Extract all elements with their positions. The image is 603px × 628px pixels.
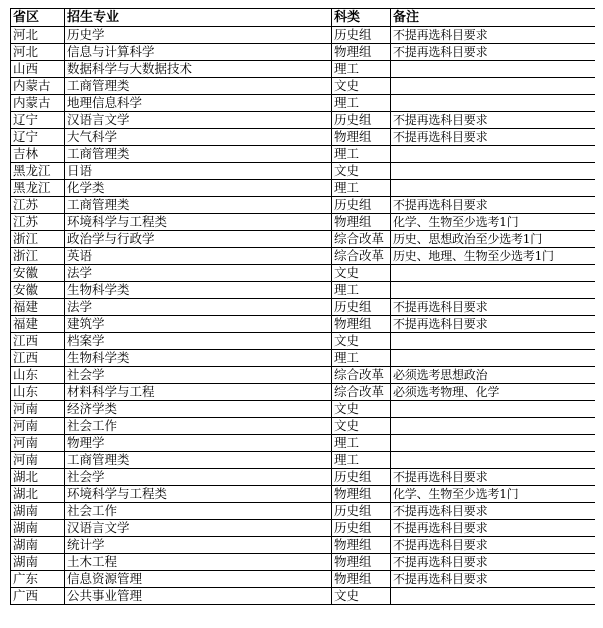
cell-province: 广东 (11, 571, 65, 588)
cell-province: 河南 (11, 435, 65, 452)
cell-province: 河南 (11, 452, 65, 469)
cell-province: 黑龙江 (11, 180, 65, 197)
cell-province: 河北 (11, 27, 65, 44)
table-row (11, 95, 596, 112)
cell-category: 历史组 (332, 469, 391, 486)
cell-remarks: 不提再选科目要求 (391, 316, 596, 333)
cell-remarks (391, 282, 596, 299)
cell-remarks (391, 78, 596, 95)
table-row (11, 384, 596, 401)
cell-category: 历史组 (332, 197, 391, 214)
cell-province: 吉林 (11, 146, 65, 163)
cell-category: 物理组 (332, 571, 391, 588)
cell-category: 历史组 (332, 520, 391, 537)
table-row (11, 350, 596, 367)
cell-province: 辽宁 (11, 129, 65, 146)
cell-province: 湖北 (11, 486, 65, 503)
table-row (11, 78, 596, 95)
cell-remarks (391, 95, 596, 112)
cell-province: 安徽 (11, 265, 65, 282)
table-row (11, 180, 596, 197)
header-province: 省区 (11, 9, 65, 27)
cell-remarks: 不提再选科目要求 (391, 112, 596, 129)
table-row (11, 265, 596, 282)
cell-remarks: 不提再选科目要求 (391, 129, 596, 146)
cell-major: 历史学 (65, 27, 332, 44)
cell-major: 社会工作 (65, 503, 332, 520)
cell-province: 山东 (11, 367, 65, 384)
cell-remarks: 不提再选科目要求 (391, 571, 596, 588)
cell-province: 福建 (11, 316, 65, 333)
cell-category: 理工 (332, 180, 391, 197)
table-row (11, 282, 596, 299)
table-body (11, 27, 596, 605)
cell-remarks: 不提再选科目要求 (391, 44, 596, 61)
table-row (11, 486, 596, 503)
cell-category: 物理组 (332, 44, 391, 61)
cell-category: 历史组 (332, 112, 391, 129)
table-row (11, 61, 596, 78)
table-row (11, 469, 596, 486)
cell-major: 工商管理类 (65, 452, 332, 469)
table-row (11, 299, 596, 316)
admission-majors-table (10, 8, 595, 605)
cell-remarks (391, 588, 596, 605)
cell-major: 材料科学与工程 (65, 384, 332, 401)
cell-category: 历史组 (332, 503, 391, 520)
table-row (11, 112, 596, 129)
table-header-row (11, 9, 596, 27)
cell-remarks (391, 350, 596, 367)
header-remarks: 备注 (391, 9, 596, 27)
cell-province: 河北 (11, 44, 65, 61)
cell-province: 黑龙江 (11, 163, 65, 180)
cell-remarks: 历史、思想政治至少选考1门 (391, 231, 596, 248)
cell-major: 生物科学类 (65, 350, 332, 367)
cell-category: 文史 (332, 333, 391, 350)
cell-major: 经济学类 (65, 401, 332, 418)
cell-remarks: 不提再选科目要求 (391, 469, 596, 486)
table-row (11, 44, 596, 61)
cell-major: 工商管理类 (65, 197, 332, 214)
cell-major: 工商管理类 (65, 78, 332, 95)
cell-category: 文史 (332, 588, 391, 605)
cell-province: 湖南 (11, 537, 65, 554)
table-row (11, 537, 596, 554)
cell-category: 文史 (332, 163, 391, 180)
cell-major: 地理信息科学 (65, 95, 332, 112)
cell-major: 政治学与行政学 (65, 231, 332, 248)
cell-category: 理工 (332, 61, 391, 78)
table-row (11, 146, 596, 163)
cell-province: 浙江 (11, 248, 65, 265)
table-row (11, 503, 596, 520)
cell-category: 文史 (332, 418, 391, 435)
cell-remarks (391, 435, 596, 452)
cell-remarks (391, 61, 596, 78)
cell-major: 档案学 (65, 333, 332, 350)
cell-major: 汉语言文学 (65, 520, 332, 537)
cell-major: 建筑学 (65, 316, 332, 333)
table-row (11, 316, 596, 333)
cell-remarks: 必须选考思想政治 (391, 367, 596, 384)
cell-major: 社会学 (65, 469, 332, 486)
cell-province: 江苏 (11, 214, 65, 231)
cell-remarks (391, 452, 596, 469)
cell-category: 理工 (332, 282, 391, 299)
cell-remarks: 不提再选科目要求 (391, 503, 596, 520)
cell-category: 历史组 (332, 27, 391, 44)
cell-category: 历史组 (332, 299, 391, 316)
cell-province: 安徽 (11, 282, 65, 299)
cell-category: 综合改革 (332, 231, 391, 248)
cell-category: 理工 (332, 95, 391, 112)
cell-remarks: 不提再选科目要求 (391, 537, 596, 554)
cell-major: 公共事业管理 (65, 588, 332, 605)
cell-province: 福建 (11, 299, 65, 316)
cell-category: 综合改革 (332, 367, 391, 384)
cell-major: 大气科学 (65, 129, 332, 146)
cell-province: 广西 (11, 588, 65, 605)
cell-major: 法学 (65, 265, 332, 282)
cell-category: 理工 (332, 146, 391, 163)
table-row (11, 571, 596, 588)
cell-category: 理工 (332, 435, 391, 452)
cell-remarks: 历史、地理、生物至少选考1门 (391, 248, 596, 265)
cell-major: 社会学 (65, 367, 332, 384)
cell-province: 河南 (11, 401, 65, 418)
admission-table-sheet (10, 8, 595, 628)
cell-province: 江西 (11, 333, 65, 350)
table-row (11, 197, 596, 214)
cell-remarks: 不提再选科目要求 (391, 520, 596, 537)
cell-major: 英语 (65, 248, 332, 265)
table-row (11, 367, 596, 384)
cell-major: 土木工程 (65, 554, 332, 571)
cell-major: 环境科学与工程类 (65, 214, 332, 231)
cell-province: 山东 (11, 384, 65, 401)
cell-remarks (391, 180, 596, 197)
cell-category: 综合改革 (332, 384, 391, 401)
table-row (11, 401, 596, 418)
cell-category: 物理组 (332, 486, 391, 503)
cell-major: 汉语言文学 (65, 112, 332, 129)
cell-major: 工商管理类 (65, 146, 332, 163)
cell-major: 信息与计算科学 (65, 44, 332, 61)
cell-major: 日语 (65, 163, 332, 180)
cell-major: 信息资源管理 (65, 571, 332, 588)
cell-remarks: 不提再选科目要求 (391, 554, 596, 571)
cell-province: 湖南 (11, 520, 65, 537)
table-row (11, 248, 596, 265)
cell-remarks: 化学、生物至少选考1门 (391, 214, 596, 231)
cell-category: 理工 (332, 452, 391, 469)
cell-major: 社会工作 (65, 418, 332, 435)
cell-major: 生物科学类 (65, 282, 332, 299)
cell-category: 文史 (332, 401, 391, 418)
cell-major: 统计学 (65, 537, 332, 554)
cell-province: 内蒙古 (11, 95, 65, 112)
cell-remarks: 化学、生物至少选考1门 (391, 486, 596, 503)
cell-remarks: 不提再选科目要求 (391, 299, 596, 316)
cell-major: 化学类 (65, 180, 332, 197)
cell-major: 法学 (65, 299, 332, 316)
cell-category: 综合改革 (332, 248, 391, 265)
cell-major: 环境科学与工程类 (65, 486, 332, 503)
cell-province: 浙江 (11, 231, 65, 248)
cell-category: 物理组 (332, 554, 391, 571)
cell-major: 物理学 (65, 435, 332, 452)
cell-province: 江西 (11, 350, 65, 367)
cell-remarks: 不提再选科目要求 (391, 197, 596, 214)
cell-category: 文史 (332, 78, 391, 95)
cell-province: 江苏 (11, 197, 65, 214)
cell-remarks (391, 163, 596, 180)
cell-category: 物理组 (332, 537, 391, 554)
cell-province: 湖北 (11, 469, 65, 486)
cell-remarks: 不提再选科目要求 (391, 27, 596, 44)
cell-category: 理工 (332, 350, 391, 367)
cell-category: 物理组 (332, 214, 391, 231)
table-row (11, 452, 596, 469)
table-row (11, 214, 596, 231)
table-row (11, 27, 596, 44)
table-row (11, 435, 596, 452)
cell-remarks (391, 333, 596, 350)
cell-category: 物理组 (332, 316, 391, 333)
header-major: 招生专业 (65, 9, 332, 27)
header-category: 科类 (332, 9, 391, 27)
cell-province: 山西 (11, 61, 65, 78)
cell-province: 内蒙古 (11, 78, 65, 95)
cell-province: 湖南 (11, 503, 65, 520)
table-row (11, 231, 596, 248)
cell-remarks (391, 265, 596, 282)
table-row (11, 333, 596, 350)
cell-remarks: 必须选考物理、化学 (391, 384, 596, 401)
table-row (11, 129, 596, 146)
cell-province: 河南 (11, 418, 65, 435)
cell-province: 辽宁 (11, 112, 65, 129)
cell-remarks (391, 418, 596, 435)
cell-province: 湖南 (11, 554, 65, 571)
table-row (11, 520, 596, 537)
table-row (11, 554, 596, 571)
cell-remarks (391, 146, 596, 163)
table-row (11, 163, 596, 180)
cell-category: 文史 (332, 265, 391, 282)
table-row (11, 418, 596, 435)
cell-category: 物理组 (332, 129, 391, 146)
cell-remarks (391, 401, 596, 418)
cell-major: 数据科学与大数据技术 (65, 61, 332, 78)
table-row (11, 588, 596, 605)
